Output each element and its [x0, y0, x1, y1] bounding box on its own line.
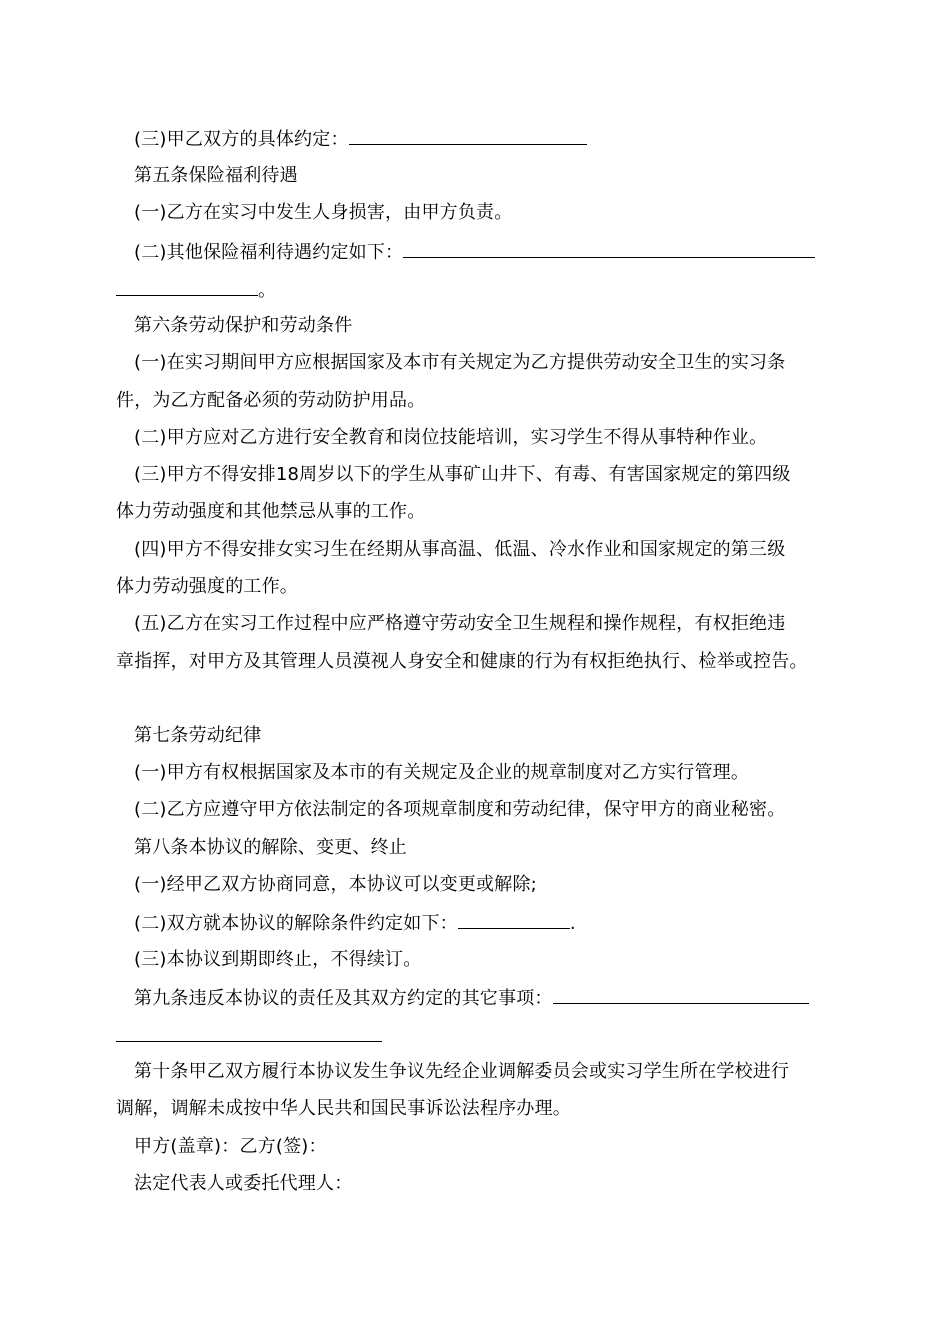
clause-6-item-4-continued: 体力劳动强度的工作。: [116, 576, 298, 597]
clause-8-item-1: (一)经甲乙双方协商同意，本协议可以变更或解除;: [134, 874, 537, 895]
clause-5-item-2: [134, 239, 815, 265]
clause-6-item-1: (一)在实习期间甲方应根据国家及本市有关规定为乙方提供劳动安全卫生的实习条: [134, 352, 786, 373]
fill-blank: [116, 277, 258, 296]
legal-representative: 法定代表人或委托代理人：: [134, 1173, 353, 1194]
clause-5-item-2-continued: [116, 277, 276, 303]
clause-6-heading: 第六条劳动保护和劳动条件: [134, 315, 353, 336]
clause-8-item-3: (三)本协议到期即终止，不得续订。: [134, 949, 422, 970]
signature-parties: 甲方(盖章)：乙方(签)：: [134, 1136, 327, 1157]
clause-6-item-2: (二)甲方应对乙方进行安全教育和岗位技能培训，实习学生不得从事特种作业。: [134, 427, 768, 448]
clause-8-item-2: [134, 910, 576, 936]
text: 。: [258, 280, 277, 301]
clause-6-item-4: (四)甲方不得安排女实习生在经期从事高温、低温、冷水作业和国家规定的第三级: [134, 539, 786, 560]
clause-7-heading: 第七条劳动纪律: [134, 725, 262, 746]
clause-6-item-1-continued: 件，为乙方配备必须的劳动防护用品。: [116, 390, 426, 411]
clause-6-item-5: (五)乙方在实习工作过程中应严格遵守劳动安全卫生规程和操作规程，有权拒绝违: [134, 613, 786, 634]
clause-6-item-5-continued: 章指挥，对甲方及其管理人员漠视人身安全和健康的行为有权拒绝执行、检举或控告。: [116, 651, 808, 672]
clause-5-item-1: (一)乙方在实习中发生人身损害，由甲方负责。: [134, 202, 513, 223]
clause-7-item-1: (一)甲方有权根据国家及本市的有关规定及企业的规章制度对乙方实行管理。: [134, 762, 750, 783]
clause-6-item-3: (三)甲方不得安排18周岁以下的学生从事矿山井下、有毒、有害国家规定的第四级: [134, 464, 791, 485]
text: .: [569, 913, 576, 934]
fill-blank: [349, 126, 587, 145]
clause-7-item-2: (二)乙方应遵守甲方依法制定的各项规章制度和劳动纪律，保守甲方的商业秘密。: [134, 799, 786, 820]
text: (三)甲乙双方的具体约定：: [134, 129, 349, 150]
fill-blank: [553, 985, 809, 1004]
fill-blank: [403, 239, 815, 258]
clause-6-item-3-continued: 体力劳动强度和其他禁忌从事的工作。: [116, 501, 426, 522]
fill-blank-line: [116, 1041, 382, 1042]
clause-9: [134, 985, 809, 1011]
text: (二)其他保险福利待遇约定如下：: [134, 242, 404, 263]
clause-10: 第十条甲乙双方履行本协议发生争议先经企业调解委员会或实习学生所在学校进行: [134, 1061, 790, 1082]
fill-blank: [458, 910, 570, 929]
clause-4-item-3: [134, 126, 587, 152]
clause-8-heading: 第八条本协议的解除、变更、终止: [134, 837, 407, 858]
clause-10-continued: 调解，调解未成按中华人民共和国民事诉讼法程序办理。: [116, 1098, 571, 1119]
text: (二)双方就本协议的解除条件约定如下：: [134, 913, 458, 934]
clause-5-heading: 第五条保险福利待遇: [134, 165, 298, 186]
text: 第九条违反本协议的责任及其双方约定的其它事项：: [134, 988, 553, 1009]
